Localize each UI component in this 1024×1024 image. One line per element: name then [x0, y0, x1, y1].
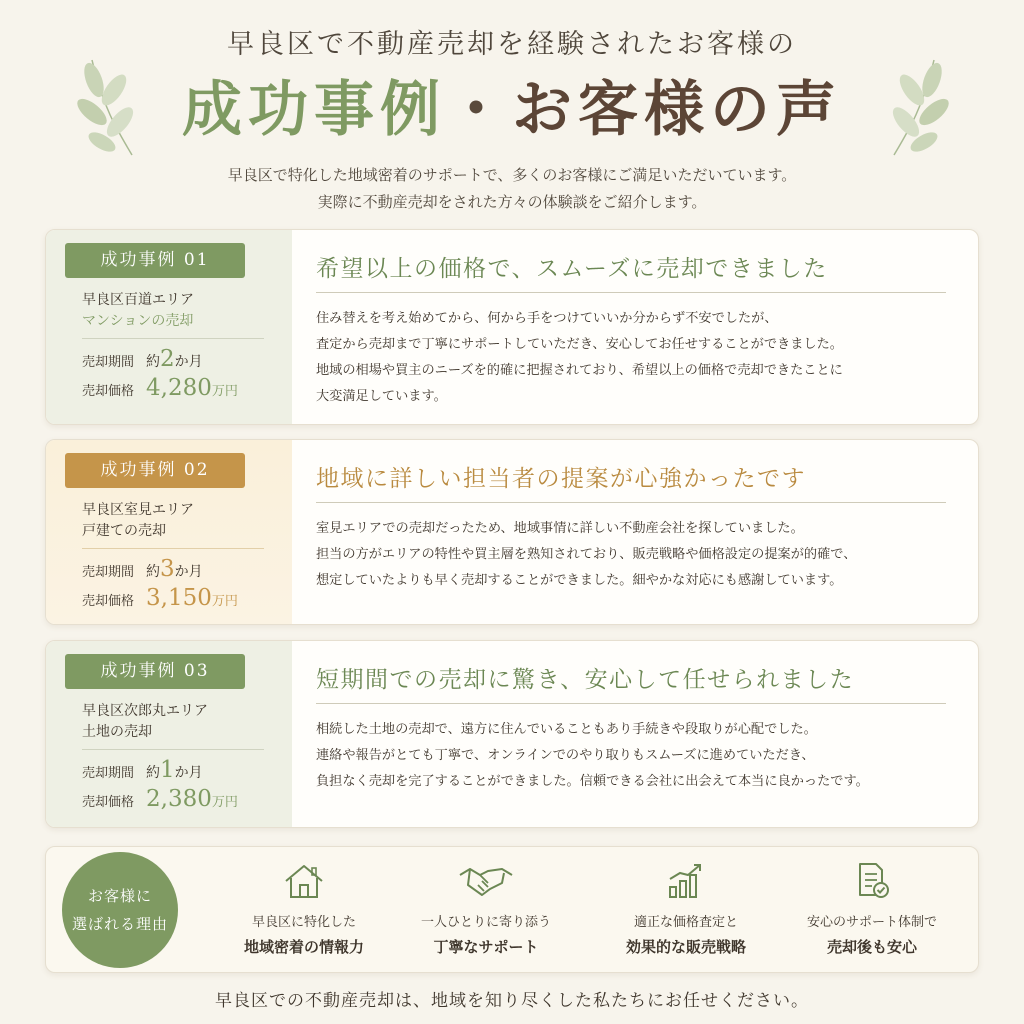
case-heading: 地域に詳しい担当者の提案が心強かったです [316, 466, 806, 492]
case-badge: 成功事例 03 [65, 654, 245, 689]
case-badge: 成功事例 02 [65, 453, 245, 488]
case-area: 早良区室見エリア [82, 502, 194, 518]
title-separator: ・ [446, 75, 512, 145]
case-period [82, 346, 203, 372]
case-body-line: 査定から売却まで丁寧にサポートしていただき、安心してお任せすることができました。 [316, 337, 843, 352]
reasons-circle [62, 852, 178, 968]
period-label: 売却期間 [82, 355, 135, 370]
price-label: 売却価格 [82, 594, 135, 609]
case-badge: 成功事例 01 [65, 243, 245, 278]
reason-item [782, 861, 962, 957]
case-summary-panel [46, 641, 292, 827]
reasons-circle-line: 選ばれる理由 [71, 915, 168, 933]
document-check-icon [850, 861, 894, 901]
page-subtitle: 早良区で不動産売却を経験されたお客様の [227, 29, 797, 60]
case-body [316, 306, 966, 410]
case-summary-panel [46, 230, 292, 424]
case-card-01 [45, 229, 979, 425]
intro-text [0, 162, 1024, 216]
period-prefix: 約 [146, 354, 161, 370]
case-price [82, 786, 238, 812]
reason-caption: 早良区に特化した [251, 915, 356, 930]
price-label: 売却価格 [82, 795, 135, 810]
reasons-circle-line: お客様に [87, 887, 152, 905]
divider [316, 703, 946, 704]
case-heading: 短期間での売却に驚き、安心して任せられました [316, 667, 855, 693]
case-body-line: 室見エリアでの売却だったため、地域事情に詳しい不動産会社を探していました。 [316, 521, 804, 536]
case-body-line: 想定していたよりも早く売却することができました。細やかな対応にも感謝しています。 [316, 573, 843, 588]
period-unit: か月 [174, 564, 203, 580]
price-unit: 万円 [211, 795, 238, 810]
case-body-line: 負担なく売却を完了することができました。信頼できる会社に出会えて本当に良かったです。 [316, 774, 869, 789]
divider [82, 749, 264, 750]
price-unit: 万円 [211, 594, 238, 609]
divider [82, 338, 264, 339]
period-value: 1 [160, 757, 175, 783]
case-body-line: 地域の相場や買主のニーズを的確に把握されており、希望以上の価格で売却できたことに [316, 363, 843, 378]
reason-title: 丁寧なサポート [433, 938, 539, 956]
period-label: 売却期間 [82, 766, 135, 781]
page-title [0, 70, 1024, 150]
reason-item [214, 861, 394, 957]
divider [316, 292, 946, 293]
divider [316, 502, 946, 503]
reason-caption: 一人ひとりに寄り添う [420, 915, 551, 930]
case-body-line: 相続した土地の売却で、遠方に住んでいることもあり手続きや段取りが心配でした。 [316, 722, 817, 737]
case-period [82, 757, 203, 783]
reason-title: 地域密着の情報力 [243, 938, 364, 956]
period-prefix: 約 [146, 765, 161, 781]
case-period [82, 556, 203, 582]
case-body-line: 連絡や報告がとても丁寧で、オンラインでのやり取りもスムーズに進めていただき、 [316, 748, 815, 763]
house-icon [282, 861, 326, 901]
case-property-type: マンションの売却 [82, 313, 194, 329]
period-unit: か月 [174, 765, 203, 781]
period-value: 2 [160, 346, 175, 372]
period-unit: か月 [174, 354, 203, 370]
intro-line: 実際に不動産売却をされた方々の体験談をご紹介します。 [317, 193, 707, 211]
case-card-03 [45, 640, 979, 828]
case-card-02 [45, 439, 979, 625]
price-value: 4,280 [146, 375, 212, 401]
reason-caption: 安心のサポート体制で [806, 915, 937, 930]
period-value: 3 [160, 556, 175, 582]
case-heading: 希望以上の価格で、スムーズに売却できました [316, 256, 828, 282]
case-property-type: 土地の売却 [82, 724, 152, 740]
case-area: 早良区百道エリア [82, 292, 194, 308]
case-body [316, 717, 966, 795]
reason-item [596, 861, 776, 957]
reason-title: 売却後も安心 [826, 938, 917, 956]
case-body-line: 担当の方がエリアの特性や買主層を熟知されており、販売戦略や価格設定の提案が的確で、 [316, 547, 857, 562]
case-area: 早良区次郎丸エリア [82, 703, 208, 719]
chart-icon [664, 861, 708, 901]
case-property-type: 戸建ての売却 [82, 523, 166, 539]
footer-text: 早良区での不動産売却は、地域を知り尽くした私たちにお任せください。 [215, 991, 809, 1011]
handshake-icon [458, 861, 514, 901]
reason-item [396, 861, 576, 957]
price-label: 売却価格 [82, 384, 135, 399]
price-value: 2,380 [146, 786, 212, 812]
case-body-line: 大変満足しています。 [316, 389, 447, 404]
title-brown-part: お客様の声 [512, 75, 842, 145]
divider [82, 548, 264, 549]
price-unit: 万円 [211, 384, 238, 399]
reason-caption: 適正な価格査定と [633, 915, 738, 930]
title-green-part: 成功事例 [182, 75, 446, 145]
case-summary-panel [46, 440, 292, 624]
case-price [82, 375, 238, 401]
period-prefix: 約 [146, 564, 161, 580]
case-price [82, 585, 238, 611]
case-body-line: 住み替えを考え始めてから、何から手をつけていいか分からず不安でしたが、 [316, 311, 778, 326]
reason-title: 効果的な販売戦略 [625, 938, 746, 956]
period-label: 売却期間 [82, 565, 135, 580]
price-value: 3,150 [146, 585, 212, 611]
intro-line: 早良区で特化した地域密着のサポートで、多くのお客様にご満足いただいています。 [227, 166, 797, 184]
reasons-panel [45, 846, 979, 973]
case-body [316, 516, 966, 594]
